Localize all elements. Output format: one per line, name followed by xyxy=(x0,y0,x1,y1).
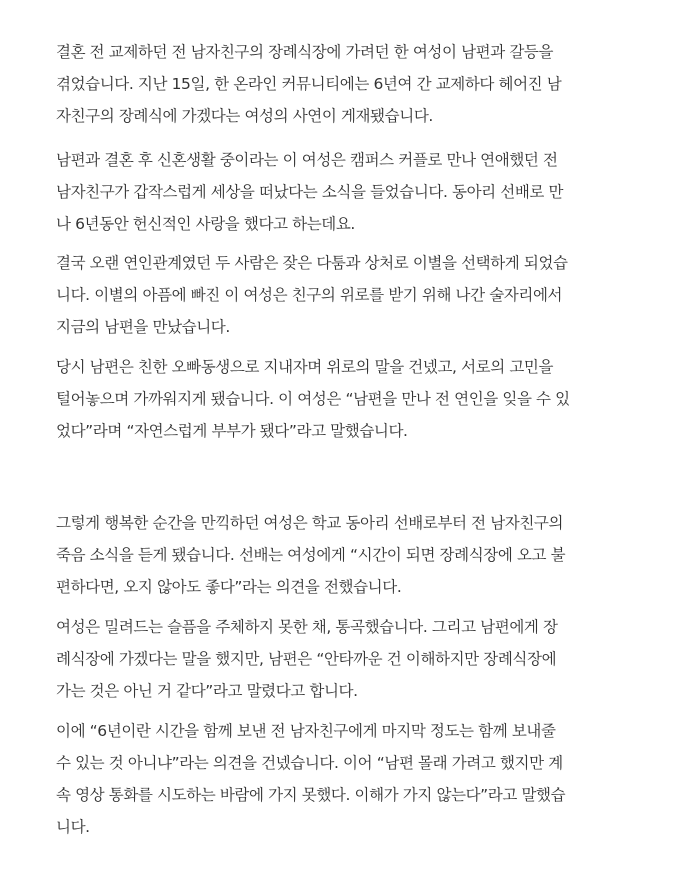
paragraph-line: 지금의 남편을 만났습니다. xyxy=(56,318,230,336)
paragraph-3 xyxy=(56,247,568,343)
paragraph-line: 겪었습니다. 지난 15일, 한 온라인 커뮤니티에는 6년여 간 교제하다 헤어진 남 xyxy=(56,75,562,93)
paragraph-2 xyxy=(56,144,563,240)
paragraph-line: 속 영상 통화를 시도하는 바람에 가지 못했다. 이해가 가지 않는다”라고 말했습 xyxy=(56,786,566,804)
paragraph-line: 이에 “6년이란 시간을 함께 보낸 전 남자친구에게 마지막 정도는 함께 보내줄 xyxy=(56,722,556,740)
paragraph-line: 결혼 전 교제하던 전 남자친구의 장례식장에 가려던 한 여성이 남편과 갈등을 xyxy=(56,43,554,61)
paragraph-7 xyxy=(56,715,565,843)
paragraph-4 xyxy=(56,351,570,447)
paragraph-line: 니다. xyxy=(56,818,90,836)
paragraph-line: 편하다면, 오지 않아도 좋다”라는 의견을 전했습니다. xyxy=(56,578,402,596)
paragraph-line: 니다. 이별의 아픔에 빠진 이 여성은 친구의 위로를 받기 위해 나간 술자리에서 xyxy=(56,286,563,304)
paragraph-line: 례식장에 가겠다는 말을 했지만, 남편은 “안타까운 건 이해하지만 장례식장에 xyxy=(56,650,557,668)
paragraph-5 xyxy=(56,507,565,603)
paragraph-line: 털어놓으며 가까워지게 됐습니다. 이 여성은 “남편을 만나 전 연인을 잊을 수 있 xyxy=(56,390,570,408)
paragraph-1 xyxy=(56,36,561,132)
paragraph-line: 결국 오랜 연인관계였던 두 사람은 잦은 다툼과 상처로 이별을 선택하게 되었습 xyxy=(56,254,568,272)
paragraph-line: 여성은 밀려드는 슬픔을 주체하지 못한 채, 통곡했습니다. 그리고 남편에게 장 xyxy=(56,618,558,636)
paragraph-line: 당시 남편은 친한 오빠동생으로 지내자며 위로의 말을 건넸고, 서로의 고민을 xyxy=(56,358,554,376)
paragraph-line: 수 있는 것 아니냐”라는 의견을 건넸습니다. 이어 “남편 몰래 가려고 했지만 계 xyxy=(56,754,563,772)
paragraph-line: 나 6년동안 헌신적인 사랑을 했다고 하는데요. xyxy=(56,215,355,233)
paragraph-line: 남자친구가 갑작스럽게 세상을 떠났다는 소식을 들었습니다. 동아리 선배로 만 xyxy=(56,183,564,201)
paragraph-line: 남편과 결혼 후 신혼생활 중이라는 이 여성은 캠퍼스 커플로 만나 연애했던 전 xyxy=(56,151,558,169)
paragraph-6 xyxy=(56,611,558,707)
paragraph-line: 가는 것은 아닌 거 같다”라고 말렸다고 합니다. xyxy=(56,682,358,700)
paragraph-line: 자친구의 장례식에 가겠다는 여성의 사연이 게재됐습니다. xyxy=(56,107,433,125)
paragraph-line: 었다”라며 “자연스럽게 부부가 됐다”라고 말했습니다. xyxy=(56,422,408,440)
paragraph-line: 그렇게 행복한 순간을 만끽하던 여성은 학교 동아리 선배로부터 전 남자친구의 xyxy=(56,514,564,532)
paragraph-line: 죽음 소식을 듣게 됐습니다. 선배는 여성에게 “시간이 되면 장례식장에 오고 불 xyxy=(56,546,566,564)
